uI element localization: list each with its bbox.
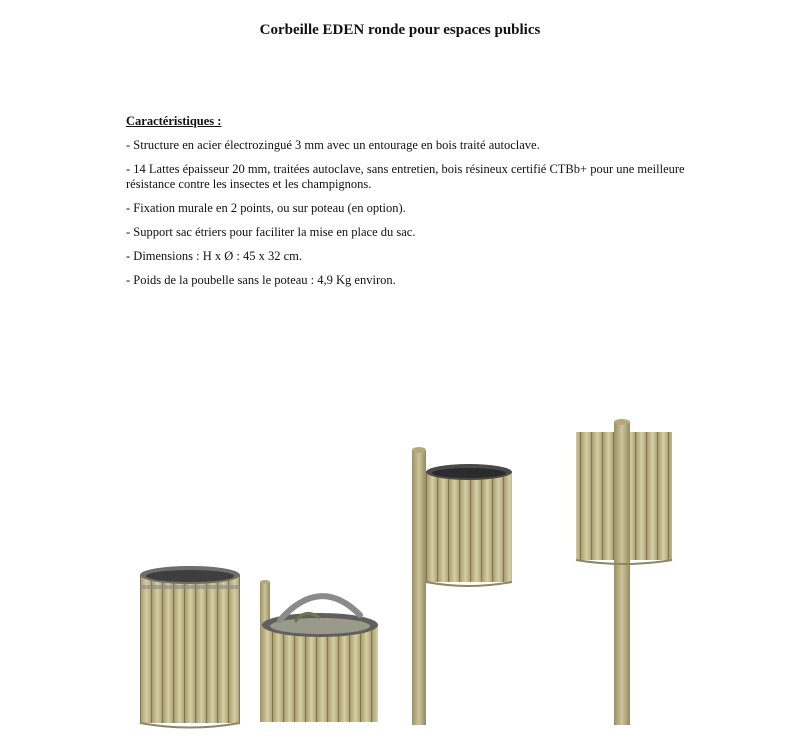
page-title: Corbeille EDEN ronde pour espaces publics xyxy=(259,22,541,38)
bin-standalone xyxy=(140,566,240,728)
feature-support-sac: - Support sac étriers pour faciliter la mise en place du sac. xyxy=(126,225,416,239)
feature-dimensions: - Dimensions : H x Ø : 45 x 32 cm. xyxy=(126,249,303,263)
bin-central-post xyxy=(576,419,672,725)
feature-lattes: - 14 Lattes épaisseur 20 mm, traitées autoclave, sans entretien, bois résineux certifié CTBb+ pour une meilleure résistance contre les insectes et les champignons. xyxy=(126,162,685,191)
bin-open-with-post xyxy=(260,580,378,722)
product-photo xyxy=(130,410,690,730)
feature-structure: - Structure en acier électrozingué 3 mm avec un entourage en bois traité autoclave. xyxy=(126,138,540,152)
bin-side-post xyxy=(412,447,512,725)
features-heading: Caractéristiques : xyxy=(126,114,222,128)
feature-fixation: - Fixation murale en 2 points, ou sur poteau (en option). xyxy=(126,201,406,215)
features-section xyxy=(126,114,696,297)
feature-poids: - Poids de la poubelle sans le poteau : 4,9 Kg environ. xyxy=(126,273,396,287)
